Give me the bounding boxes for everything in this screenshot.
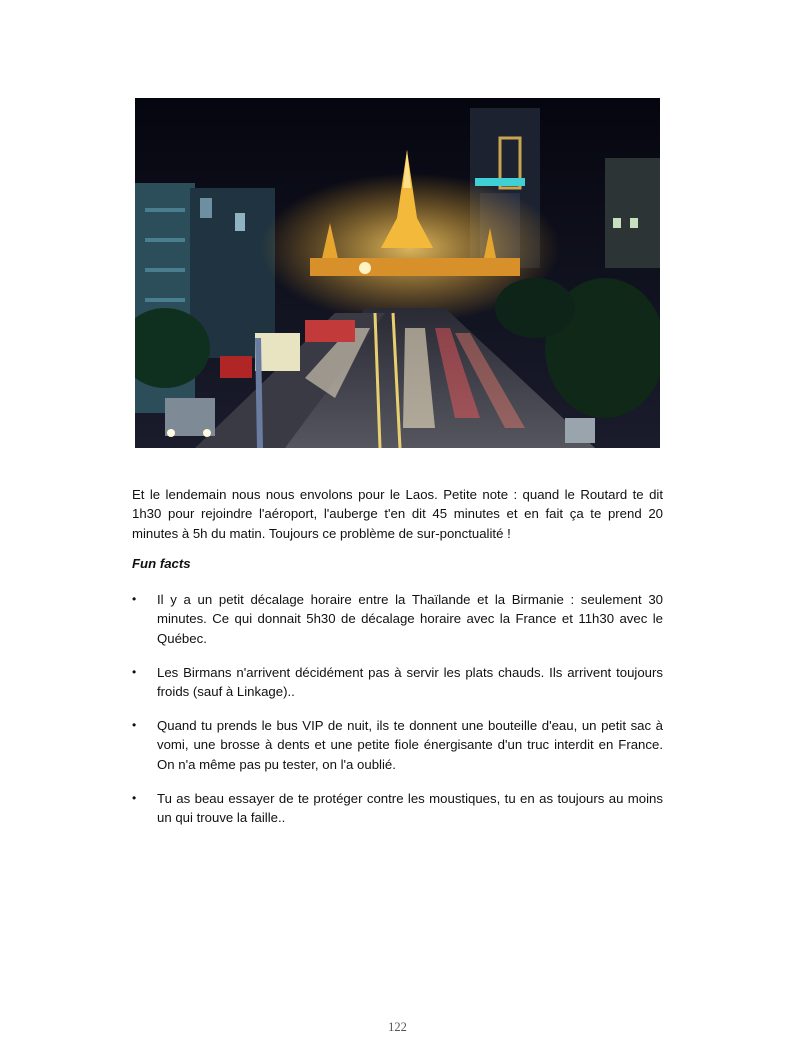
fun-fact-text: Il y a un petit décalage horaire entre la Thaïlande et la Birmanie : seulement 30 minutes. Ce qui donnait 5h30 de décalage horaire avec la France et 11h30 avec le Québec. bbox=[157, 592, 663, 646]
page-number: 122 bbox=[388, 1020, 407, 1034]
list-item bbox=[132, 590, 663, 648]
list-item bbox=[132, 663, 663, 702]
intro-paragraph: Et le lendemain nous nous envolons pour le Laos. Petite note : quand le Routard te dit 1h30 pour rejoindre l'aéroport, l'auberge t'en dit 45 minutes et en fait ça te prend 20 minutes à 5h du matin. Toujours ce problème de sur-ponctualité ! bbox=[132, 487, 663, 541]
list-item bbox=[132, 789, 663, 828]
photo-illustration bbox=[135, 98, 660, 448]
fun-fact-text: Les Birmans n'arrivent décidément pas à servir les plats chauds. Ils arrivent toujours froids (sauf à Linkage).. bbox=[157, 664, 663, 700]
fun-fact-text: Tu as beau essayer de te protéger contre les moustiques, tu en as toujours au moins un qui trouve la faille.. bbox=[157, 790, 663, 826]
fun-facts-list bbox=[132, 590, 663, 842]
bullet-icon: • bbox=[132, 790, 137, 805]
night-pagoda-photo bbox=[135, 98, 660, 448]
list-item bbox=[132, 716, 663, 774]
fun-facts-heading: Fun facts bbox=[132, 556, 191, 571]
bullet-icon: • bbox=[132, 718, 137, 733]
fun-fact-text: Quand tu prends le bus VIP de nuit, ils te donnent une bouteille d'eau, un petit sac à vomi, une brosse à dents et une petite fiole énergisante d'un truc interdit en France. On n'a même pas pu tester, on l'a oublié. bbox=[157, 718, 663, 772]
bullet-icon: • bbox=[132, 592, 137, 606]
bullet-icon: • bbox=[132, 664, 137, 679]
